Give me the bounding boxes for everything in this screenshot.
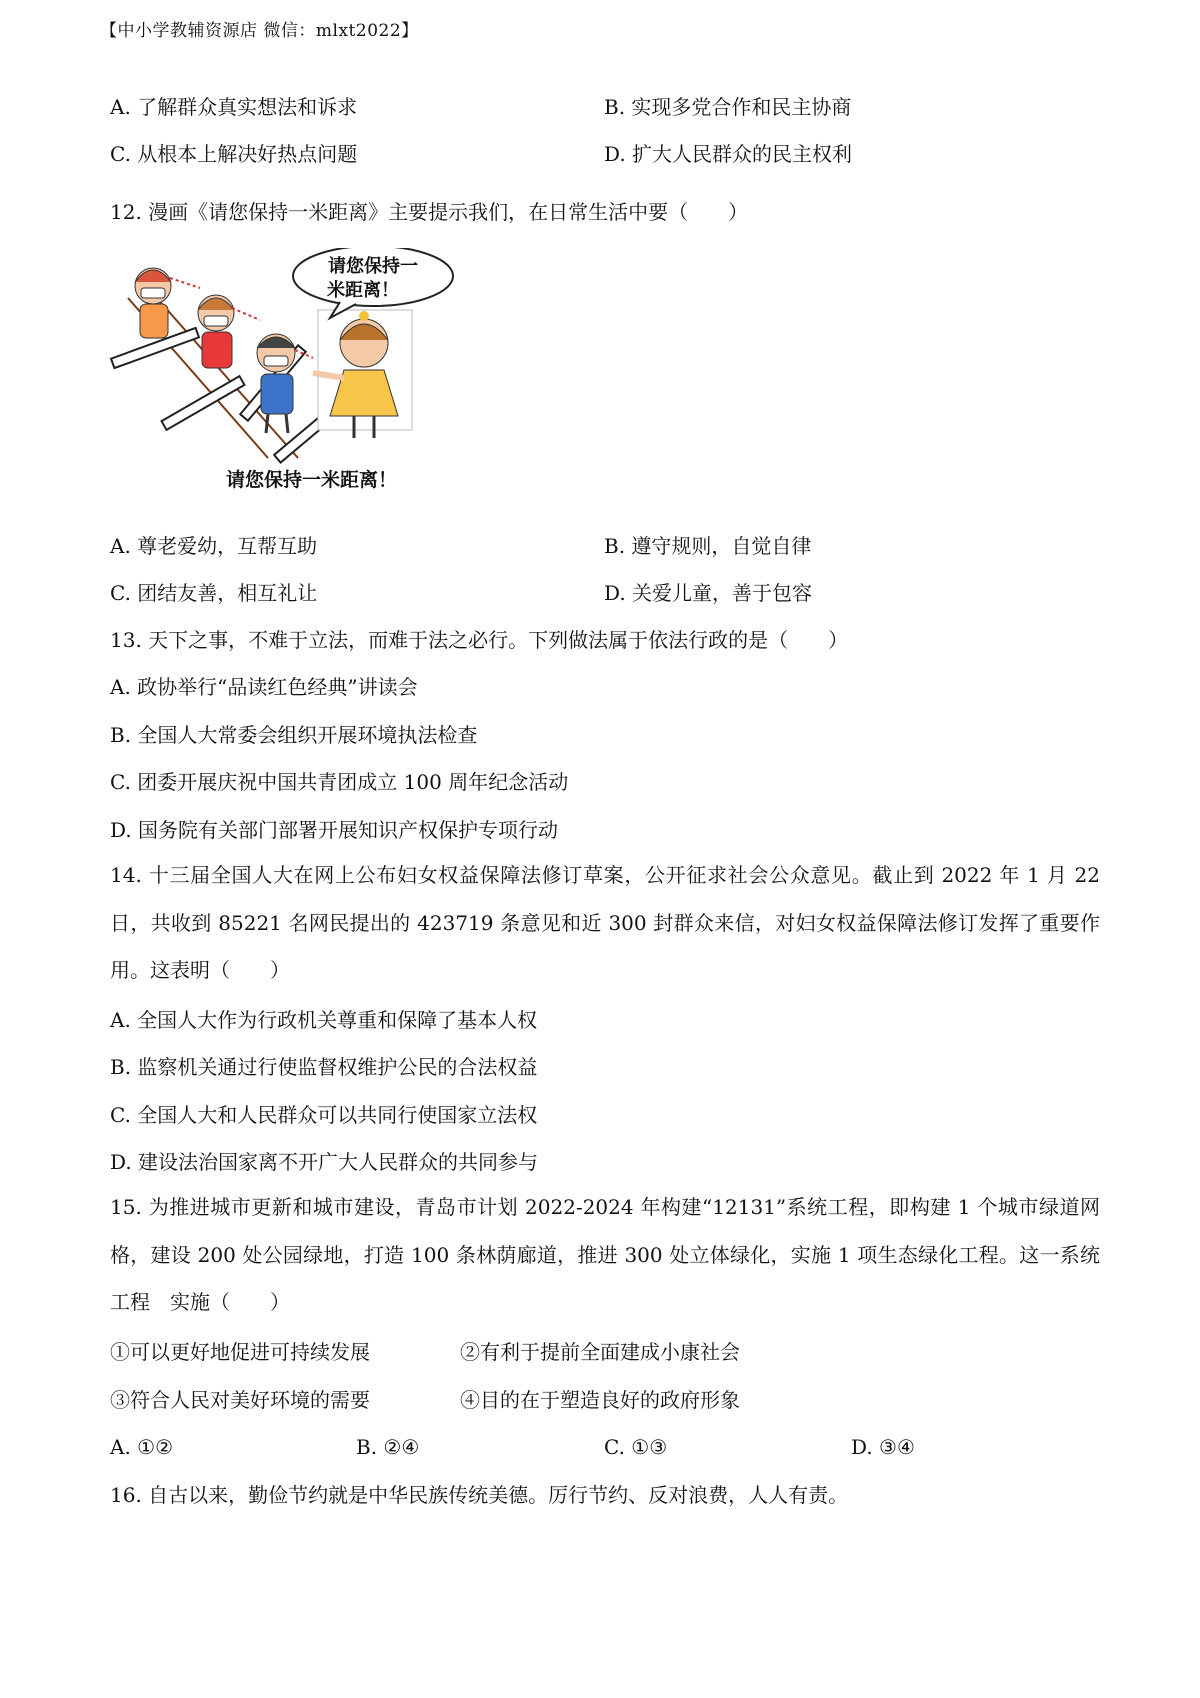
q12-option-b: B. 遵守规则，自觉自律 (604, 534, 812, 558)
q15-option-b: B. ②④ (356, 1435, 420, 1459)
q15-statement-2: ②有利于提前全面建成小康社会 (460, 1340, 740, 1364)
q15-option-a: A. ①② (110, 1435, 174, 1459)
q13-option-b: B. 全国人大常委会组织开展环境执法检查 (110, 723, 478, 747)
bubble-text-line2: 米距离！ (327, 280, 399, 301)
q14-stem: 14. 十三届全国人大在网上公布妇女权益保障法修订草案，公开征求社会公众意见。截止到 2022 年 1 月 22 日，共收到 85221 名网民提出的 423719 条意见和近 300 封群众来信，对妇女权益保障法修订发挥了重要作用。这表明（ ） (110, 863, 1100, 982)
cartoon-illustration (108, 248, 488, 468)
page-header: 【中小学教辅资源店 微信：mlxt2022】 (100, 21, 419, 41)
q13-option-a: A. 政协举行“品读红色经典”讲读会 (110, 675, 418, 699)
q11-option-a: A. 了解群众真实想法和诉求 (110, 95, 358, 119)
q12-option-d: D. 关爱儿童，善于包容 (604, 581, 813, 605)
q14-option-b: B. 监察机关通过行使监督权维护公民的合法权益 (110, 1055, 538, 1079)
q15-option-c: C. ①③ (604, 1435, 668, 1459)
q15-statement-3: ③符合人民对美好环境的需要 (110, 1388, 370, 1412)
q16-stem: 16. 自古以来，勤俭节约就是中华民族传统美德。厉行节约、反对浪费，人人有责。 (110, 1483, 849, 1507)
q13-option-d: D. 国务院有关部门部署开展知识产权保护专项行动 (110, 818, 559, 842)
q13-option-c: C. 团委开展庆祝中国共青团成立 100 周年纪念活动 (110, 770, 569, 794)
q12-option-c: C. 团结友善，相互礼让 (110, 581, 318, 605)
q15-statement-1: ①可以更好地促进可持续发展 (110, 1340, 370, 1364)
figure-caption: 请您保持一米距离！ (226, 469, 398, 491)
q14-option-c: C. 全国人大和人民群众可以共同行使国家立法权 (110, 1103, 538, 1127)
q12-option-a: A. 尊老爱幼，互帮互助 (110, 534, 318, 558)
q11-option-b: B. 实现多党合作和民主协商 (604, 95, 852, 119)
q14-option-a: A. 全国人大作为行政机关尊重和保障了基本人权 (110, 1008, 538, 1032)
bubble-text-line1: 请您保持一 (328, 256, 418, 277)
q15-option-d: D. ③④ (851, 1435, 915, 1459)
q12-cartoon (108, 248, 488, 496)
q13-stem: 13. 天下之事，不难于立法，而难于法之必行。下列做法属于依法行政的是（ ） (110, 628, 849, 652)
q12-stem: 12. 漫画《请您保持一米距离》主要提示我们，在日常生活中要（ ） (110, 200, 749, 224)
q15-statement-4: ④目的在于塑造良好的政府形象 (460, 1388, 740, 1412)
q11-option-c: C. 从根本上解决好热点问题 (110, 142, 358, 166)
q14-option-d: D. 建设法治国家离不开广大人民群众的共同参与 (110, 1150, 539, 1174)
q11-option-d: D. 扩大人民群众的民主权利 (604, 142, 853, 166)
q15-stem: 15. 为推进城市更新和城市建设，青岛市计划 2022-2024 年构建“12131”系统工程，即构建 1 个城市绿道网格，建设 200 处公园绿地，打造 100 条林荫廊道，推进 300 处立体绿化，实施 1 项生态绿化工程。这一系统工程 实施（ ） (110, 1195, 1100, 1314)
